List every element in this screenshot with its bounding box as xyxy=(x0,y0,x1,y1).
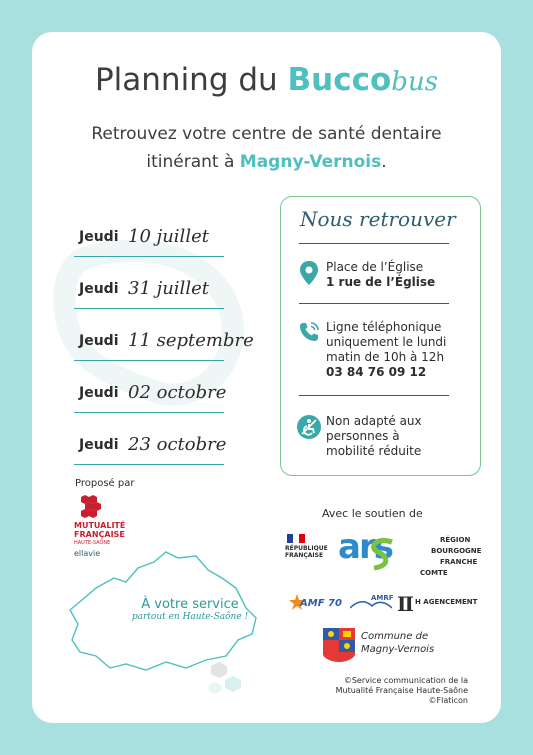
page-title: Planning du Buccobus xyxy=(94,62,439,98)
date-item: Jeudi 02 octobre xyxy=(74,361,224,413)
region-bfc-logo: RÉGION BOURGOGNE FRANCHE COMTE xyxy=(420,536,482,577)
republique-francaise-logo: RÉPUBLIQUE FRANÇAISE xyxy=(285,545,328,559)
amrf-logo: AMRF xyxy=(371,594,394,602)
decorative-hexagons xyxy=(205,660,245,700)
divider xyxy=(299,303,449,304)
amf70-logo: AMF 70 xyxy=(300,598,342,609)
contact-box-title: Nous retrouver xyxy=(300,207,456,231)
address: Place de l’Église 1 rue de l’Église xyxy=(326,260,436,289)
divider xyxy=(299,395,449,396)
mutualite-hexagon-logo xyxy=(78,494,104,520)
ars-logo: ars xyxy=(338,527,392,567)
accessibility-icon xyxy=(296,414,322,440)
date-item: Jeudi 23 octobre xyxy=(74,413,224,465)
ars-swoosh-icon xyxy=(364,536,398,572)
subtitle: Retrouvez votre centre de santé dentaire itinérant à Magny-Vernois. xyxy=(91,124,442,172)
marianne-flag-logo xyxy=(287,534,305,543)
mutualite-name: MUTUALITÉ FRANÇAISE xyxy=(74,521,126,539)
service-tagline: À votre service partout en Haute-Saône ! xyxy=(131,597,249,622)
mutualite-region: HAUTE-SAÔNE xyxy=(74,540,111,546)
ellavie-logo-text: ellavie xyxy=(74,549,101,558)
commune-coat-of-arms-icon xyxy=(323,628,355,662)
h-agencement-mark: Ⅱ xyxy=(397,592,414,616)
phone-info: Ligne téléphonique uniquement le lundi matin de 10h à 12h 03 84 76 09 12 xyxy=(326,320,447,379)
location-pin-icon xyxy=(299,260,319,286)
date-item: Jeudi 10 juillet xyxy=(74,205,224,257)
accessibility-info: Non adapté aux personnes à mobilité réduite xyxy=(326,414,422,458)
commune-name: Commune de Magny-Vernois xyxy=(361,631,435,655)
amrf-hills-icon xyxy=(350,598,392,610)
city-name: Magny-Vernois xyxy=(239,152,382,172)
credits: ©Service communication de la Mutualité Française Haute-Saône ©Flaticon xyxy=(335,676,468,705)
proposed-by-label: Proposé par xyxy=(75,478,135,489)
phone-number: 03 84 76 09 12 xyxy=(326,365,427,379)
divider xyxy=(299,243,449,244)
phone-icon xyxy=(297,320,321,344)
date-list xyxy=(74,205,254,465)
support-title: Avec le soutien de xyxy=(322,507,423,520)
date-item: Jeudi 31 juillet xyxy=(74,257,224,309)
date-item: Jeudi 11 septembre xyxy=(74,309,224,361)
h-agencement-logo: H AGENCEMENT xyxy=(415,598,478,606)
